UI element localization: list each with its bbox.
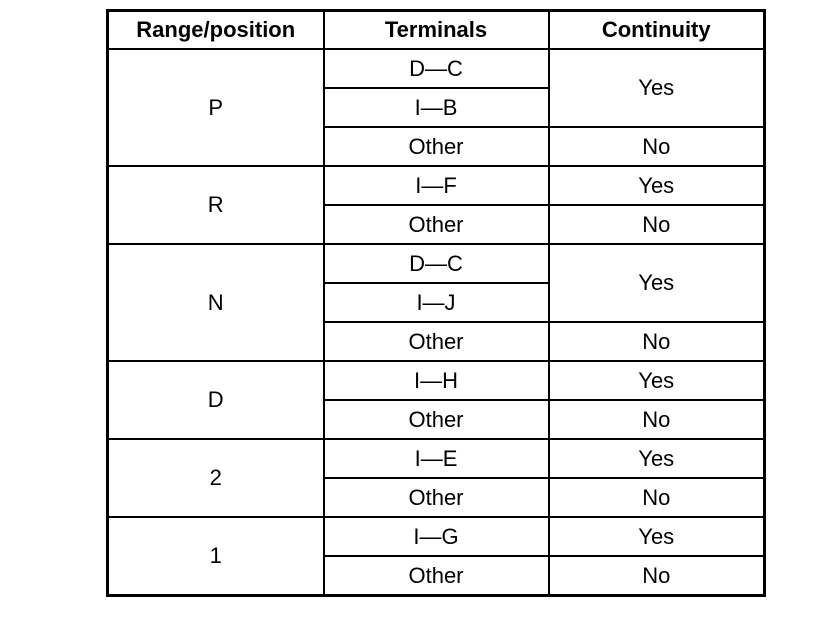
continuity-cell: No — [549, 205, 765, 244]
terminals-cell: Other — [324, 205, 549, 244]
header-terminals: Terminals — [324, 11, 549, 50]
continuity-cell: Yes — [549, 166, 765, 205]
table-row — [108, 361, 765, 400]
continuity-table — [106, 9, 766, 597]
continuity-cell: No — [549, 127, 765, 166]
terminals-cell: Other — [324, 322, 549, 361]
continuity-cell: Yes — [549, 439, 765, 478]
table-row — [108, 244, 765, 283]
terminals-cell: Other — [324, 127, 549, 166]
table-row — [108, 517, 765, 556]
terminals-cell: D—C — [324, 49, 549, 88]
range-position-cell: D — [108, 361, 324, 439]
terminals-cell: I—G — [324, 517, 549, 556]
table-row — [108, 166, 765, 205]
continuity-cell: Yes — [549, 244, 765, 322]
terminals-cell: Other — [324, 556, 549, 596]
continuity-cell: No — [549, 400, 765, 439]
terminals-cell: I—E — [324, 439, 549, 478]
table-row — [108, 49, 765, 88]
header-continuity: Continuity — [549, 11, 765, 50]
continuity-cell: Yes — [549, 361, 765, 400]
continuity-cell: No — [549, 478, 765, 517]
range-position-cell: N — [108, 244, 324, 361]
continuity-cell: Yes — [549, 49, 765, 127]
terminals-cell: Other — [324, 478, 549, 517]
continuity-cell: No — [549, 322, 765, 361]
range-position-cell: R — [108, 166, 324, 244]
range-position-cell: 1 — [108, 517, 324, 596]
terminals-cell: I—H — [324, 361, 549, 400]
table-row — [108, 439, 765, 478]
header-row — [108, 11, 765, 50]
continuity-cell: Yes — [549, 517, 765, 556]
terminals-cell: D—C — [324, 244, 549, 283]
terminals-cell: Other — [324, 400, 549, 439]
header-range-position: Range/position — [108, 11, 324, 50]
terminals-cell: I—J — [324, 283, 549, 322]
range-position-cell: 2 — [108, 439, 324, 517]
range-position-cell: P — [108, 49, 324, 166]
continuity-cell: No — [549, 556, 765, 596]
terminals-cell: I—F — [324, 166, 549, 205]
terminals-cell: I—B — [324, 88, 549, 127]
